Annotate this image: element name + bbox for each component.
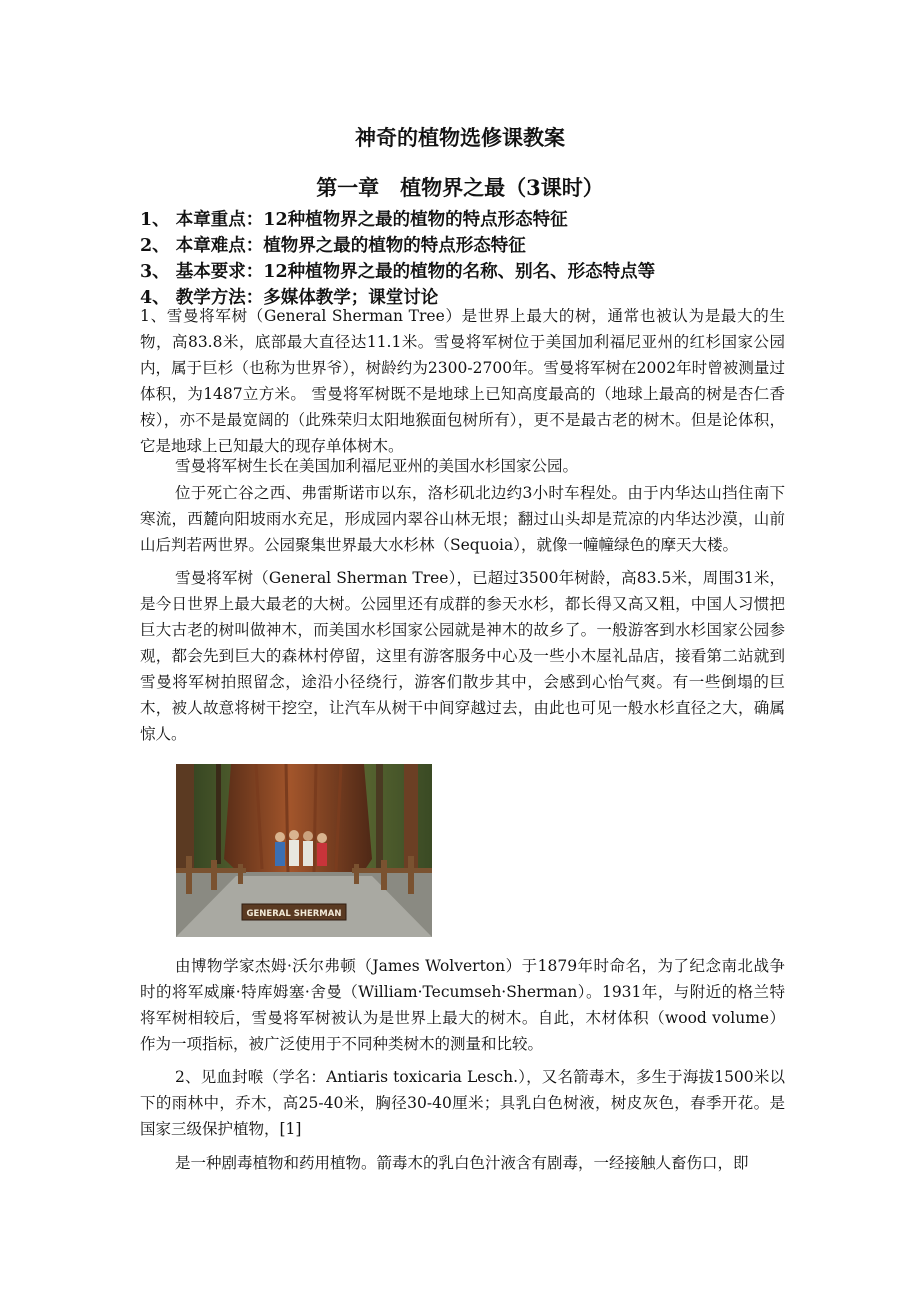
key-point-requirements: 3、 基本要求：12种植物界之最的植物的名称、别名、形态特点等 <box>140 262 656 282</box>
document-title: 神奇的植物选修课教案 <box>355 125 565 150</box>
chapter-heading: 第一章 植物界之最（3课时） <box>316 175 604 200</box>
paragraph-naming-history: 由博物学家杰姆·沃尔弗顿（James Wolverton）于1879年时命名，为了纪念南北战争时的将军威廉·特库姆塞·舍曼（William·Tecumseh·Sherman）。1931年，与附近的格兰特将军树相较后，雪曼将军树被认为是世界上最大的树木。自此，木材体积（wood volume）作为一项指标，被广泛使用于不同种类树木的测量和比较。 <box>140 957 785 1053</box>
paragraph-antiaris-toxicity: 是一种剧毒植物和药用植物。箭毒木的乳白色汁液含有剧毒，一经接触人畜伤口，即 <box>175 1154 749 1172</box>
photo-sign-text: GENERAL SHERMAN <box>246 909 342 919</box>
key-points <box>140 207 800 311</box>
paragraph-sherman-intro: 1、雪曼将军树（General Sherman Tree）是世界上最大的树，通常也被认为是最大的生物，高83.8米，底部最大直径达11.1米。雪曼将军树位于美国加利福尼亚州的红杉国家公园内，属于巨杉（也称为世界爷），树龄约为2300-2700年。雪曼将军树在2002年时曾被测量过体积，为1487立方米。 雪曼将军树既不是地球上已知高度最高的（地球上最高的树是杏仁香桉），亦不是最宽阔的（此殊荣归太阳地猴面包树所有），更不是最古老的树木。但是论体积，它是地球上已知最大的现存单体树木。 <box>140 307 785 455</box>
paragraph-sherman-details: 雪曼将军树（General Sherman Tree），已超过3500年树龄，高83.5米，周围31米，是今日世界上最大最老的大树。公园里还有成群的参天水杉，都长得又高又粗，中国人习惯把巨大古老的树叫做神木，而美国水杉国家公园就是神木的故乡了。一般游客到水杉国家公园参观，都会先到巨大的森林村停留，这里有游客服务中心及一些小木屋礼品店，接看第二站就到雪曼将军树拍照留念，途沿小径绕行，游客们散步其中，会感到心怡气爽。有一些倒塌的巨木，被人故意将树干挖空，让汽车从树干中间穿越过去，由此也可见一般水杉直径之大，确属惊人。 <box>140 569 785 743</box>
key-point-method: 4、 教学方法：多媒体教学；课堂讨论 <box>140 288 439 308</box>
paragraph-sherman-location: 雪曼将军树生长在美国加利福尼亚州的美国水杉国家公园。 <box>175 457 579 475</box>
paragraph-park-geography: 位于死亡谷之西、弗雷斯诺市以东，洛杉矶北边约3小时车程处。由于内华达山挡住南下寒流，西麓向阳坡雨水充足，形成园内翠谷山林无垠；翻过山头却是荒凉的内华达沙漠，山前山后判若两世界。公园聚集世界最大水杉林（Sequoia），就像一幢幢绿色的摩天大楼。 <box>140 484 785 554</box>
general-sherman-photo <box>176 764 432 937</box>
paragraph-antiaris-intro: 2、见血封喉（学名：Antiaris toxicaria Lesch.），又名箭毒木，多生于海拔1500米以下的雨林中，乔木，高25-40米，胸径30-40厘米；具乳白色树液，树皮灰色，春季开花。是国家三级保护植物，[1] <box>140 1068 785 1138</box>
key-point-difficulty: 2、 本章难点：植物界之最的植物的特点形态特征 <box>140 236 526 256</box>
key-point-focus: 1、 本章重点：12种植物界之最的植物的特点形态特征 <box>140 210 568 230</box>
